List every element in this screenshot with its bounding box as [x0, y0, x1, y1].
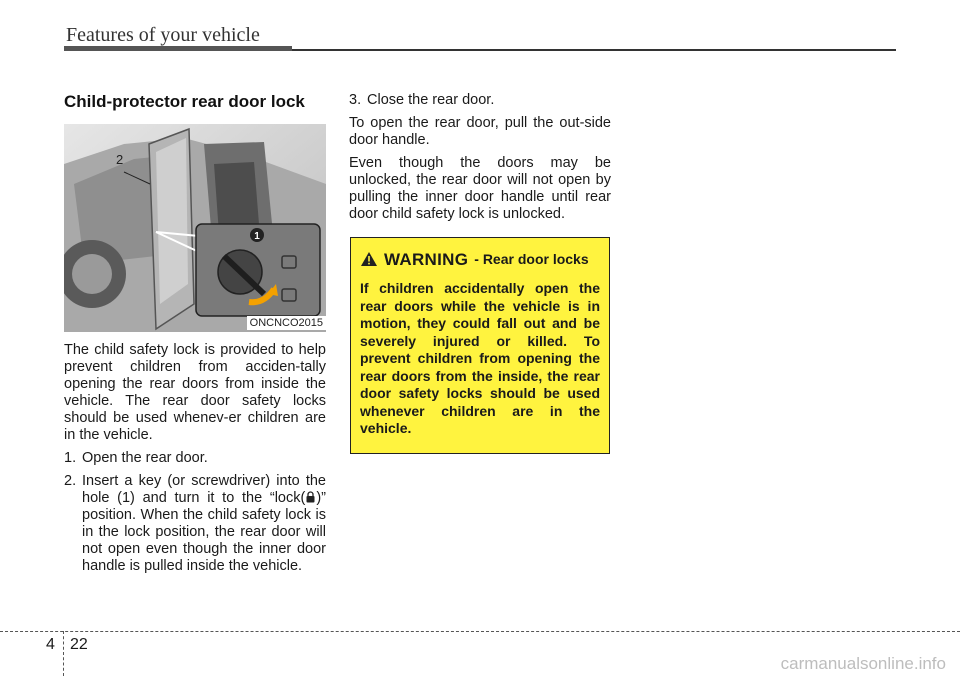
section-heading: Child-protector rear door lock [64, 92, 305, 111]
step-3 [349, 92, 611, 109]
warning-header [360, 250, 600, 272]
warning-box [350, 237, 610, 454]
step-2 [64, 473, 326, 575]
step-number: 1. [64, 450, 77, 466]
warning-title: WARNING [384, 250, 469, 269]
header-rule [292, 49, 896, 51]
figure-label-1: 1 [254, 231, 260, 242]
right-column [349, 92, 611, 229]
step-text: Open the rear door. [82, 450, 208, 466]
car-door-drawing [64, 124, 326, 332]
footer-divider [63, 631, 64, 676]
unlock-paragraph: Even though the doors may be unlocked, the rear door will not open by pulling the inner door handle until rear door child safety lock is unlocked. [349, 155, 611, 222]
figure-code: ONCNCO2015 [247, 316, 326, 330]
warning-text: If children accidentally open the rear doors while the vehicle is in motion, they could fall out and be severely injured or killed. To prevent children from opening the rear doors from the inside, the rear door safety locks should be used whenever children are in the vehicle. [360, 280, 600, 436]
header-bar [64, 46, 292, 51]
lock-icon [305, 491, 316, 503]
step-number: 2. [64, 473, 77, 489]
child-lock-illustration [64, 124, 326, 332]
warning-subtitle: - Rear door locks [474, 251, 589, 267]
watermark: carmanualsonline.info [780, 654, 946, 673]
chapter-number: 4 [46, 636, 55, 653]
step-text: Insert a key (or screwdriver) into the hole (1) and turn it to the “lock( )” position. When the child safety lock is in the lock position, the rear door will not open even though the inner door handle is pulled inside the vehicle. [82, 473, 326, 574]
step-text: Close the rear door. [367, 92, 495, 108]
intro-paragraph: The child safety lock is provided to help prevent children from acciden-tally opening the rear doors from inside the vehicle. The rear door safety locks should be used whenev-er children are in the vehicle. [64, 342, 326, 443]
figure-label-2: 2 [116, 152, 124, 167]
step-number: 3. [349, 92, 362, 108]
header-title: Features of your vehicle [66, 24, 260, 46]
warning-triangle-icon [360, 251, 378, 272]
page-number: 22 [70, 636, 88, 653]
left-column [64, 92, 326, 581]
step-1 [64, 450, 326, 467]
footer-rule [0, 631, 960, 632]
open-door-paragraph: To open the rear door, pull the out-side door handle. [349, 115, 611, 148]
